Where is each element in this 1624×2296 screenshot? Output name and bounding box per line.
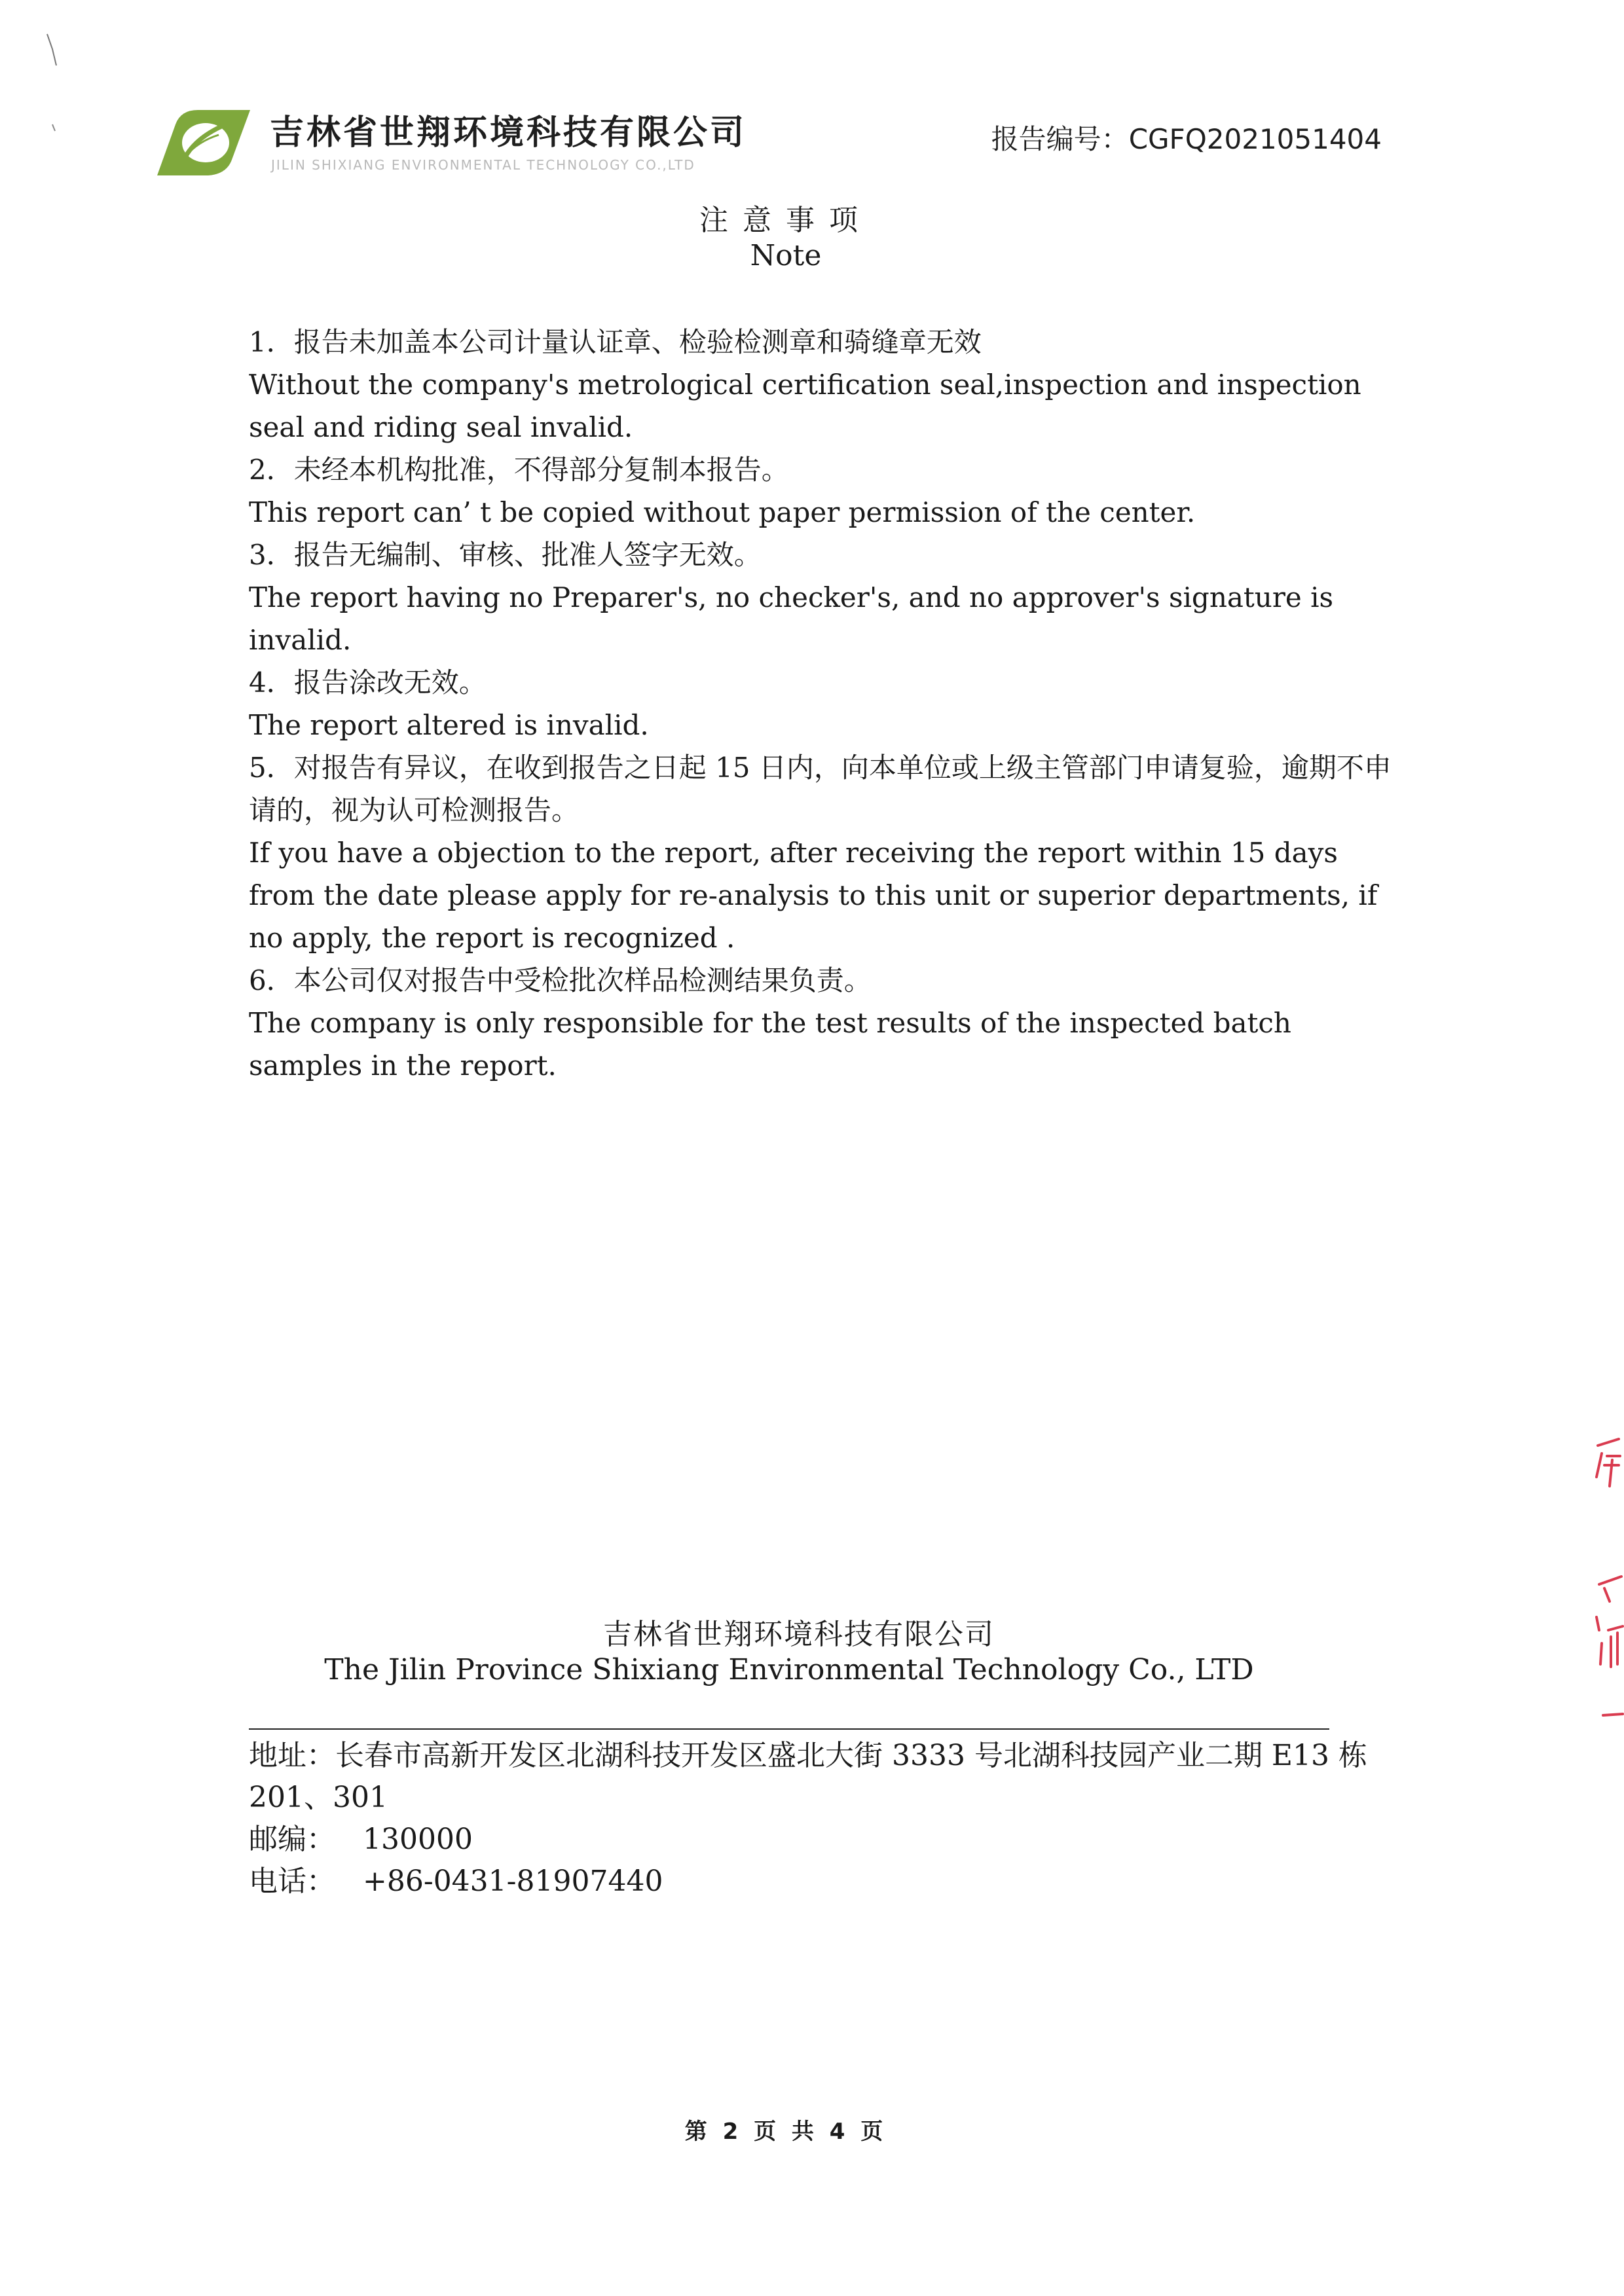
postcode-label: 邮编： xyxy=(249,1823,335,1856)
note-text-cn: 5．对报告有异议，在收到报告之日起 15 日内，向本单位或上级主管部门申请复验，逾期不申请的，视为认可检测报告。 xyxy=(249,752,1392,826)
company-logo-icon xyxy=(145,105,250,177)
note-text-cn: 1．报告未加盖本公司计量认证章、检验检测章和骑缝章无效 xyxy=(249,326,982,358)
company-name-cn: 吉林省世翔环境科技有限公司 xyxy=(270,113,747,153)
report-number-value: CGFQ2021051404 xyxy=(1128,123,1382,155)
note-text-cn: 6．本公司仅对报告中受检批次样品检测结果负责。 xyxy=(249,964,872,996)
note-text-en: If you have a objection to the report, after receiving the report within 15 days from the date please apply for re-analysis to this unit or superior departments, if no apply, the report is recognized . xyxy=(249,837,1378,954)
contact-info xyxy=(249,1735,1395,1903)
seal-stamp-icon xyxy=(1585,1434,1624,1761)
address-label: 地址： xyxy=(249,1739,335,1772)
footer-company-en: The Jilin Province Shixiang Environmental Technology Co., LTD xyxy=(324,1653,1254,1686)
page-title-en: Note xyxy=(750,239,822,272)
note-item-2 xyxy=(249,448,1392,534)
phone-value: +86-0431-81907440 xyxy=(362,1865,663,1898)
postcode-row xyxy=(249,1819,1395,1861)
note-text-cn: 4．报告涂改无效。 xyxy=(249,666,487,699)
footer-divider xyxy=(249,1728,1329,1730)
address-value: 长春市高新开发区北湖科技开发区盛北大街 3333 号北湖科技园产业二期 E13 栋 201、301 xyxy=(249,1739,1368,1814)
notes-list xyxy=(249,321,1392,1087)
report-number xyxy=(991,118,1382,157)
note-item-3 xyxy=(249,534,1392,661)
note-text-en: The report altered is invalid. xyxy=(249,709,649,741)
footer-company-cn: 吉林省世翔环境科技有限公司 xyxy=(603,1618,995,1651)
note-text-en: The report having no Preparer's, no checker's, and no approver's signature is invalid. xyxy=(249,581,1334,656)
note-item-4 xyxy=(249,661,1392,746)
note-text-en: This report can’ t be copied without paper permission of the center. xyxy=(249,496,1196,528)
page-number: 第 2 页 共 4 页 xyxy=(684,2119,887,2145)
note-item-5 xyxy=(249,746,1392,959)
phone-label: 电话： xyxy=(249,1865,335,1898)
note-item-6 xyxy=(249,959,1392,1087)
page-title-cn: 注意事项 xyxy=(699,204,872,237)
phone-row xyxy=(249,1861,1395,1903)
postcode-value: 130000 xyxy=(362,1823,473,1856)
note-text-en: Without the company's metrological certification seal,inspection and inspection seal and riding seal invalid. xyxy=(249,369,1361,443)
note-text-en: The company is only responsible for the test results of the inspected batch samples in the report. xyxy=(249,1007,1291,1082)
company-name-en: JILIN SHIXIANG ENVIRONMENTAL TECHNOLOGY CO.,LTD xyxy=(271,157,695,173)
note-item-1 xyxy=(249,321,1392,448)
scan-marks xyxy=(0,0,65,327)
report-number-label: 报告编号： xyxy=(991,123,1129,155)
address-row xyxy=(249,1735,1395,1819)
note-text-cn: 3．报告无编制、审核、批准人签字无效。 xyxy=(249,539,762,571)
note-text-cn: 2．未经本机构批准，不得部分复制本报告。 xyxy=(249,454,789,486)
